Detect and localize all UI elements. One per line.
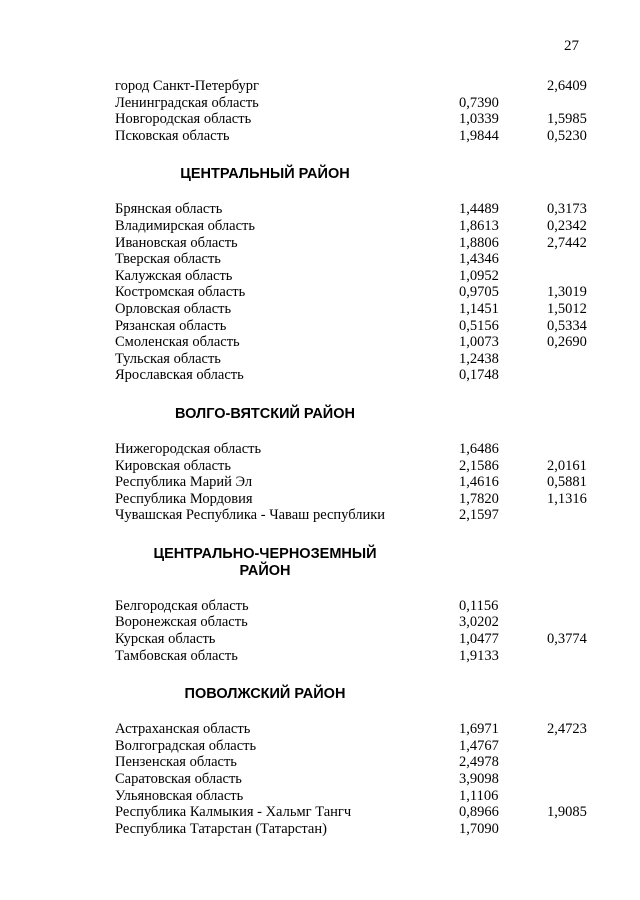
value-col-2: 2,7442	[547, 234, 587, 251]
value-col-1: 1,1451	[459, 300, 499, 317]
region-name: Ивановская область	[115, 234, 238, 251]
value-col-1: 0,1748	[459, 367, 499, 384]
value-col-1: 1,2438	[459, 350, 499, 367]
value-col-2: 0,3173	[547, 201, 587, 218]
value-col-2: 2,0161	[547, 457, 587, 474]
section-heading-line: РАЙОН	[239, 562, 291, 579]
region-name: Республика Татарстан (Татарстан)	[115, 820, 327, 837]
table-row	[115, 235, 595, 252]
value-col-1: 1,9133	[459, 647, 499, 664]
table-row	[115, 95, 595, 112]
value-col-2	[547, 367, 595, 384]
value-col-2: 0,5230	[547, 127, 587, 144]
value-col-1: 0,5156	[459, 317, 499, 334]
region-name: Волгоградская область	[115, 737, 257, 754]
value-col-1: 1,4616	[459, 474, 499, 491]
table-row	[115, 648, 595, 665]
value-col-1: 1,7820	[459, 490, 499, 507]
value-col-1	[459, 78, 547, 95]
value-col-1: 0,7390	[459, 94, 499, 111]
value-col-2: 1,3019	[547, 284, 587, 301]
region-name: Республика Марий Эл	[115, 474, 253, 491]
value-col-1: 2,4978	[459, 754, 499, 771]
table-row	[115, 614, 595, 631]
section-heading	[115, 686, 415, 703]
table-row	[115, 251, 595, 268]
value-col-1: 1,7090	[459, 820, 499, 837]
table-row	[115, 804, 595, 821]
region-name: Калужская область	[115, 267, 233, 284]
value-col-1: 1,0339	[459, 111, 499, 128]
value-col-2: 0,3774	[547, 631, 587, 648]
value-col-2: 2,6409	[547, 78, 587, 94]
table-row	[115, 631, 595, 648]
table-row	[115, 334, 595, 351]
region-name: Орловская область	[115, 300, 232, 317]
table-row	[115, 474, 595, 491]
value-col-1: 1,4767	[459, 737, 499, 754]
region-name: Курская область	[115, 631, 216, 648]
value-col-2	[547, 441, 595, 458]
table-row	[115, 771, 595, 788]
region-name: город Санкт-Петербург	[115, 78, 260, 94]
region-name: Астраханская область	[115, 721, 251, 738]
value-col-1: 1,1106	[459, 787, 499, 804]
region-name: Ульяновская область	[115, 787, 244, 804]
value-col-1: 0,1156	[459, 597, 499, 614]
table-row	[115, 128, 595, 145]
value-col-1: 2,1597	[459, 507, 499, 524]
table-row	[115, 788, 595, 805]
table-row	[115, 754, 595, 771]
value-col-2: 0,5881	[547, 474, 587, 491]
region-name: Псковская область	[115, 127, 230, 144]
value-col-1: 1,0073	[459, 334, 499, 351]
value-col-2	[547, 351, 595, 368]
value-col-2	[547, 788, 595, 805]
table-row	[115, 111, 595, 128]
table-row	[115, 218, 595, 235]
region-section	[115, 166, 595, 384]
table-row	[115, 458, 595, 475]
value-col-1: 3,9098	[459, 771, 499, 788]
value-col-1: 1,6486	[459, 440, 499, 457]
value-col-2: 2,4723	[547, 721, 587, 738]
value-col-2	[547, 771, 595, 788]
table-row	[115, 78, 595, 95]
region-name: Новгородская область	[115, 111, 252, 128]
table-row	[115, 201, 595, 218]
section-heading-line: ПОВОЛЖСКИЙ РАЙОН	[184, 686, 346, 703]
table-row	[115, 738, 595, 755]
value-col-1: 1,9844	[459, 127, 499, 144]
value-col-2: 0,2690	[547, 334, 587, 351]
value-col-2	[547, 821, 595, 838]
table-row	[115, 284, 595, 301]
region-section	[115, 406, 595, 524]
region-name: Смоленская область	[115, 334, 240, 351]
region-name: Воронежская область	[115, 614, 248, 631]
table-row	[115, 507, 595, 524]
table-row	[115, 598, 595, 615]
value-col-1: 1,0952	[459, 267, 499, 284]
value-col-1: 1,6971	[459, 721, 499, 738]
table-row	[115, 351, 595, 368]
region-table	[115, 78, 595, 837]
region-name: Республика Калмыкия - Хальмг Тангч	[115, 804, 352, 821]
value-col-1: 0,9705	[459, 284, 499, 301]
value-col-1: 1,4489	[459, 201, 499, 218]
value-col-2	[547, 268, 595, 285]
table-row	[115, 491, 595, 508]
value-col-1: 1,8806	[459, 234, 499, 251]
value-col-2: 0,2342	[547, 217, 587, 234]
region-name: Чувашская Республика - Чаваш республики	[115, 507, 386, 524]
value-col-1: 2,1586	[459, 457, 499, 474]
table-row	[115, 301, 595, 318]
region-name: Пензенская область	[115, 754, 237, 771]
section-heading	[115, 166, 415, 183]
value-col-2	[547, 738, 595, 755]
value-col-2	[547, 648, 595, 665]
region-name: Нижегородская область	[115, 440, 262, 457]
value-col-1: 1,8613	[459, 217, 499, 234]
value-col-2	[547, 95, 595, 112]
table-row	[115, 367, 595, 384]
section-heading-line: ВОЛГО-ВЯТСКИЙ РАЙОН	[175, 405, 355, 422]
value-col-2	[547, 754, 595, 771]
region-name: Брянская область	[115, 201, 223, 218]
value-col-2: 1,5985	[547, 111, 587, 128]
region-name: Кировская область	[115, 457, 232, 474]
region-section	[115, 546, 595, 664]
value-col-1: 1,0477	[459, 631, 499, 648]
section-heading	[115, 406, 415, 423]
table-row	[115, 821, 595, 838]
value-col-1: 3,0202	[459, 614, 499, 631]
value-col-2	[547, 598, 595, 615]
table-row	[115, 721, 595, 738]
region-name: Ярославская область	[115, 367, 244, 384]
region-name: Владимирская область	[115, 217, 255, 234]
region-name: Костромская область	[115, 284, 246, 301]
region-name: Ленинградская область	[115, 94, 259, 111]
table-row	[115, 441, 595, 458]
value-col-2	[547, 614, 595, 631]
region-section	[115, 686, 595, 837]
region-name: Республика Мордовия	[115, 490, 253, 507]
region-name: Саратовская область	[115, 771, 242, 788]
region-name: Тверская область	[115, 251, 221, 268]
value-col-2: 1,9085	[547, 804, 587, 821]
region-name: Тамбовская область	[115, 647, 238, 664]
value-col-2: 0,5334	[547, 317, 587, 334]
region-name: Рязанская область	[115, 317, 227, 334]
value-col-2: 1,1316	[547, 490, 587, 507]
section-heading-line: ЦЕНТРАЛЬНЫЙ РАЙОН	[180, 166, 350, 183]
region-name: Тульская область	[115, 350, 221, 367]
value-col-2	[547, 251, 595, 268]
region-section	[115, 78, 595, 144]
section-heading-line: ЦЕНТРАЛЬНО-ЧЕРНОЗЕМНЫЙ	[153, 545, 377, 562]
table-row	[115, 318, 595, 335]
section-heading	[115, 546, 415, 580]
value-col-1: 0,8966	[459, 804, 499, 821]
value-col-2	[547, 507, 595, 524]
value-col-1: 1,4346	[459, 251, 499, 268]
table-row	[115, 268, 595, 285]
page-number: 27	[564, 38, 579, 54]
region-name: Белгородская область	[115, 597, 249, 614]
value-col-2: 1,5012	[547, 300, 587, 317]
